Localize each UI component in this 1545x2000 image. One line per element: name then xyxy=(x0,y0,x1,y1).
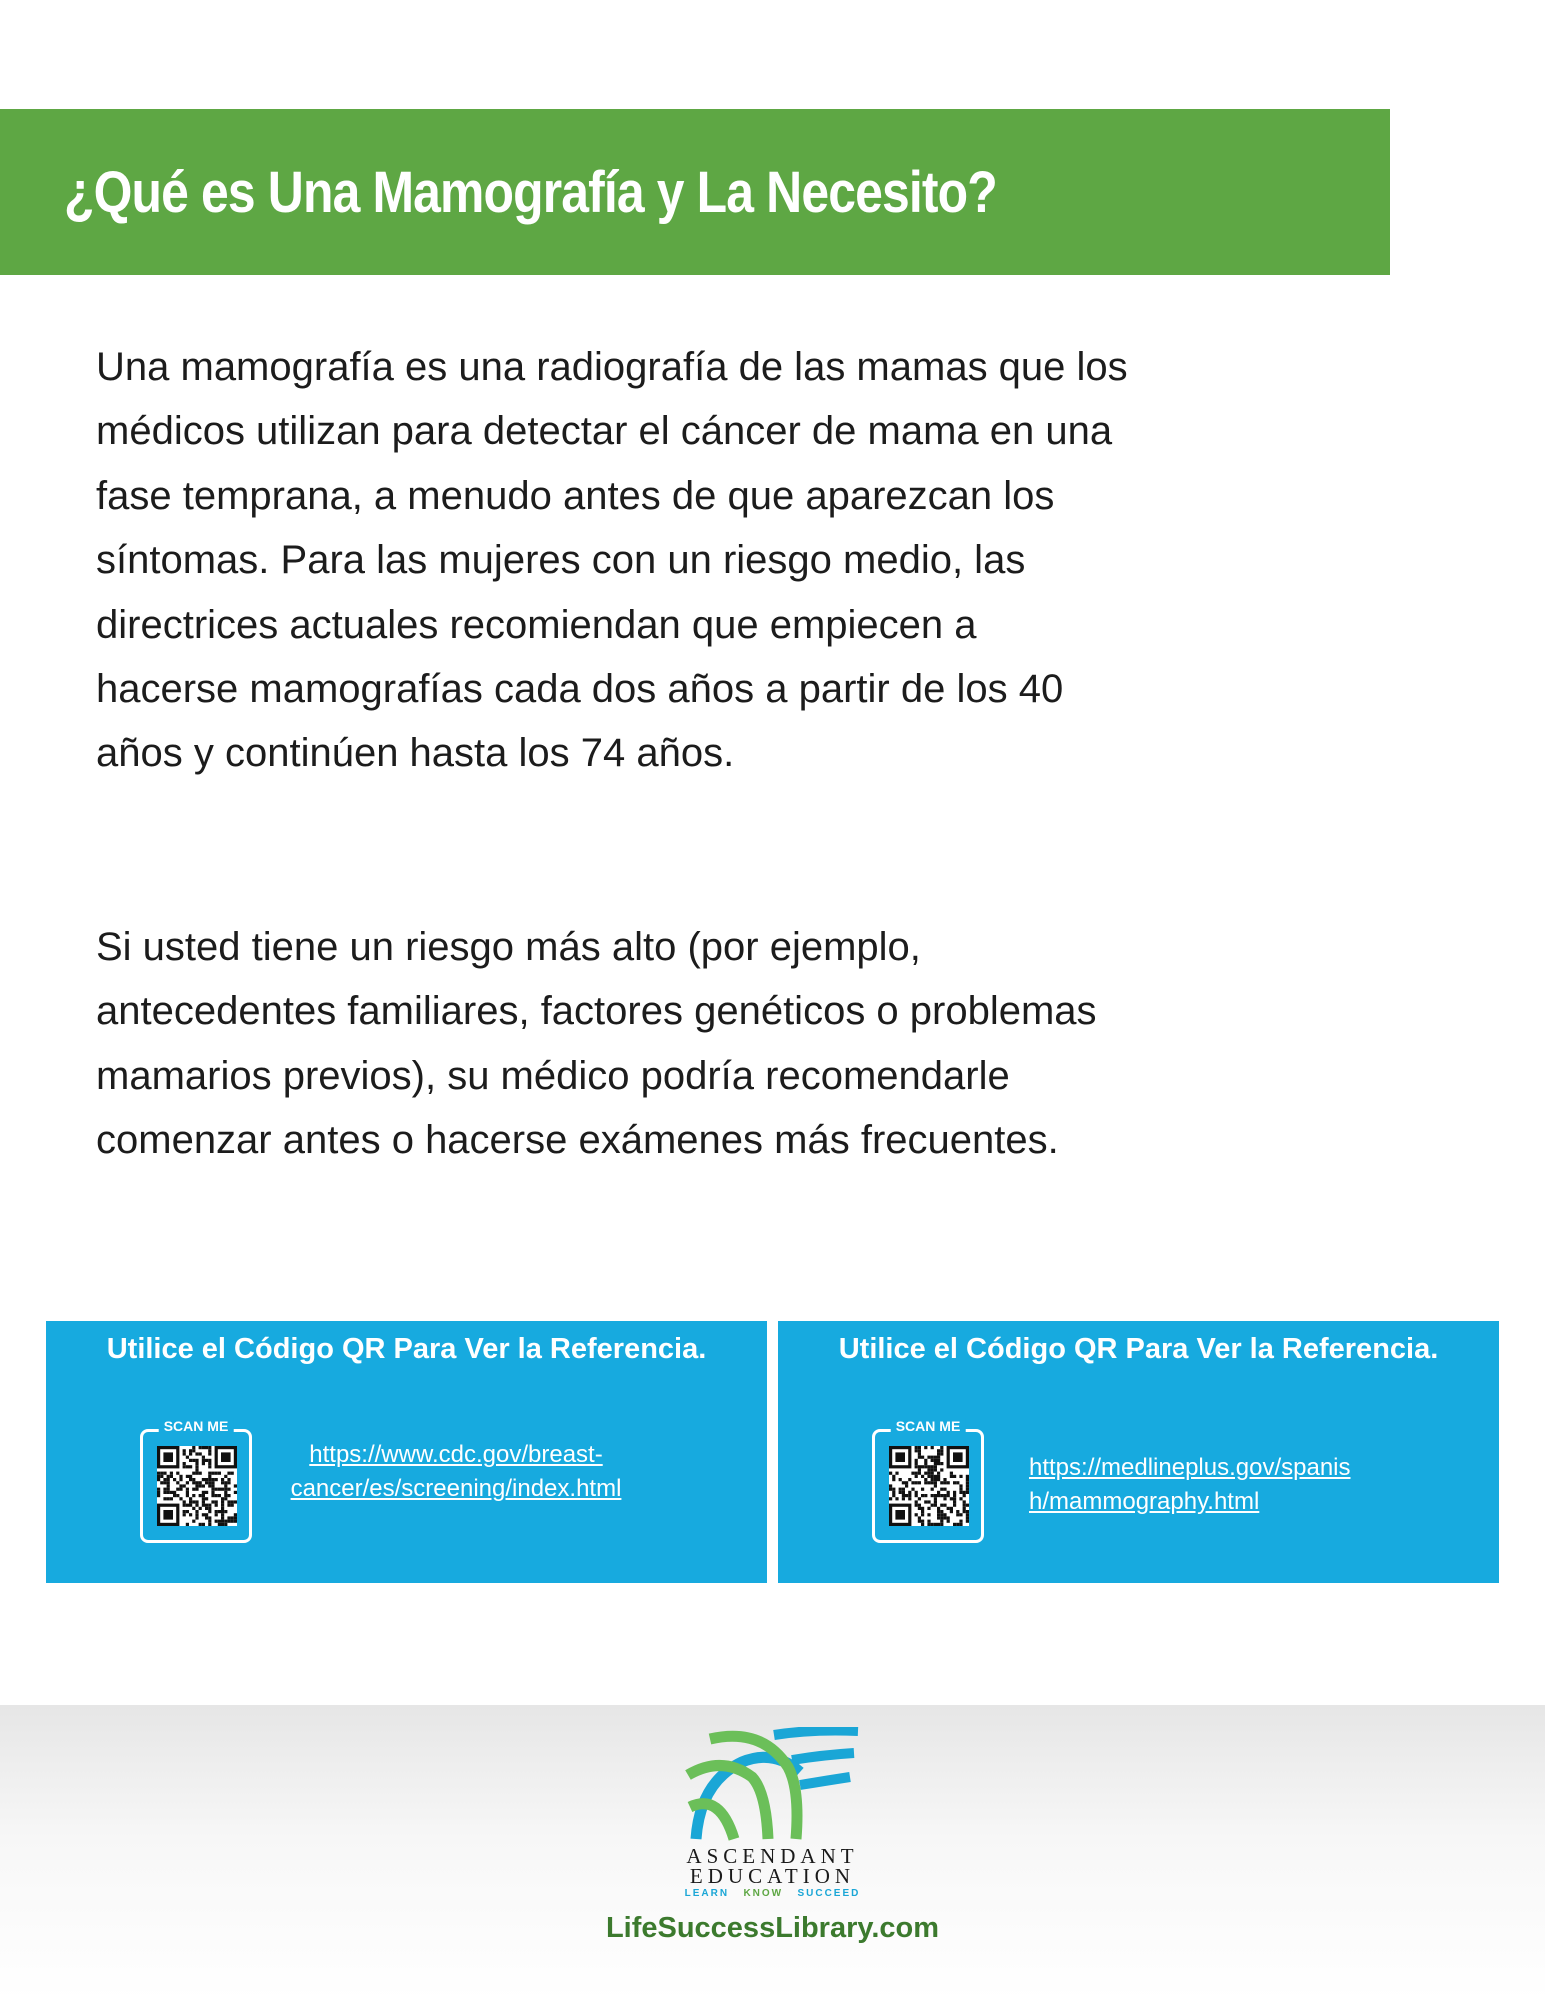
high-risk-paragraph xyxy=(96,915,1097,1173)
qr-code-icon xyxy=(889,1446,969,1526)
intro-paragraph xyxy=(96,335,1128,786)
brand-name-line-1: ASCENDANT xyxy=(686,1844,859,1868)
paragraph-line: mamarios previos), su médico podría recomendarle xyxy=(96,1053,1010,1098)
reference-title: Utilice el Código QR Para Ver la Referencia. xyxy=(106,1333,707,1365)
paragraph-line: médicos utilizan para detectar el cáncer de mama en una xyxy=(96,409,1113,454)
brand-tagline xyxy=(0,1888,1545,1899)
medlineplus-reference-link[interactable] xyxy=(1029,1451,1449,1519)
url-line: cancer/es/screening/index.html xyxy=(290,1475,622,1502)
url-line: https://medlineplus.gov/spanis xyxy=(1029,1454,1351,1481)
ascendant-education-logo-icon xyxy=(682,1727,862,1842)
url-line: https://www.cdc.gov/breast- xyxy=(309,1441,603,1468)
reference-box-medlineplus xyxy=(778,1321,1499,1583)
paragraph-line: Si usted tiene un riesgo más alto (por ejemplo, xyxy=(96,925,921,969)
paragraph-line: antecedentes familiares, factores genéticos o problemas xyxy=(96,989,1097,1034)
cdc-reference-link[interactable] xyxy=(246,1438,666,1506)
tagline-learn: LEARN xyxy=(684,1888,730,1899)
paragraph-line: directrices actuales recomiendan que empiecen a xyxy=(96,602,977,647)
paragraph-line: síntomas. Para las mujeres con un riesgo medio, las xyxy=(96,538,1026,583)
title-bar xyxy=(0,109,1390,275)
paragraph-line: comenzar antes o hacerse exámenes más frecuentes. xyxy=(96,1118,1059,1163)
paragraph-line: fase temprana, a menudo antes de que aparezcan los xyxy=(96,473,1055,518)
website-link[interactable]: LifeSuccessLibrary.com xyxy=(605,1912,940,1944)
reference-title: Utilice el Código QR Para Ver la Referencia. xyxy=(838,1333,1439,1365)
reference-box-cdc xyxy=(46,1321,767,1583)
paragraph-line: años y continúen hasta los 74 años. xyxy=(96,731,735,776)
scan-me-label: SCAN ME xyxy=(891,1418,966,1434)
qr-code-medlineplus[interactable] xyxy=(872,1418,984,1543)
tagline-succeed: SUCCEED xyxy=(797,1888,861,1899)
qr-code-icon xyxy=(157,1446,237,1526)
scan-me-label: SCAN ME xyxy=(159,1418,234,1434)
brand-name-line-2: EDUCATION xyxy=(689,1864,856,1888)
page-title: ¿Qué es Una Mamografía y La Necesito? xyxy=(64,159,997,225)
footer xyxy=(0,1705,1545,2000)
paragraph-line: hacerse mamografías cada dos años a partir de los 40 xyxy=(96,667,1064,712)
qr-code-cdc[interactable] xyxy=(140,1418,252,1543)
url-line: h/mammography.html xyxy=(1029,1488,1260,1515)
tagline-know: KNOW xyxy=(743,1888,784,1899)
paragraph-line: Una mamografía es una radiografía de las mamas que los xyxy=(96,345,1128,389)
